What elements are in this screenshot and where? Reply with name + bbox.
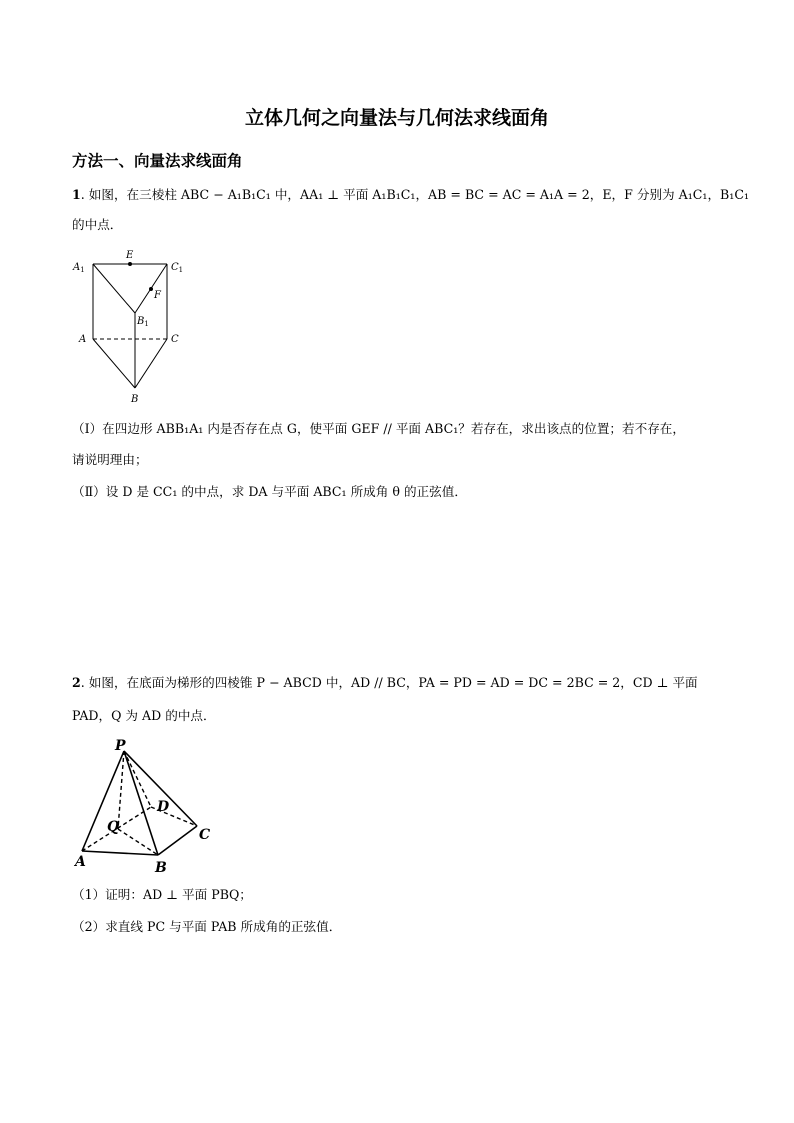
edge-ab bbox=[93, 339, 135, 388]
question-2-text: . 如图，在底面为梯形的四棱锥 P − ABCD 中，AD // BC，PA = PD = AD = DC = 2BC = 2，CD ⊥ 平面 bbox=[80, 675, 698, 690]
question-1-part-2: （Ⅱ）设 D 是 CC₁ 的中点，求 DA 与平面 ABC₁ 所成角 θ 的正弦值． bbox=[72, 484, 467, 499]
question-2-part-2: （2）求直线 PC 与平面 PAB 所成角的正弦值． bbox=[72, 919, 342, 934]
label-c: C bbox=[171, 334, 179, 345]
question-2-part-1: （1）证明：AD ⊥ 平面 PBQ； bbox=[72, 887, 252, 902]
label-q: Q bbox=[107, 819, 120, 835]
label-a: A bbox=[79, 334, 87, 345]
question-2-statement-cont: PAD，Q 为 AD 的中点． bbox=[72, 708, 216, 723]
label-p: P bbox=[115, 738, 126, 754]
label-d: D bbox=[157, 799, 170, 815]
question-number: 2 bbox=[72, 675, 81, 690]
question-1-part-1: （Ⅰ）在四边形 ABB₁A₁ 内是否存在点 G，使平面 GEF // 平面 ABC₁？若存在，求出该点的位置；若不存在， bbox=[72, 421, 685, 436]
label-b1: $B_1$ bbox=[137, 316, 149, 328]
edge-ab bbox=[82, 851, 158, 855]
section-heading: 方法一、向量法求线面角 bbox=[72, 152, 243, 170]
edge-cb bbox=[135, 339, 167, 388]
point-e bbox=[128, 262, 132, 266]
edge-pa bbox=[82, 751, 124, 851]
question-1-statement bbox=[72, 185, 749, 205]
edge-qb-hidden bbox=[118, 829, 158, 855]
label-e: E bbox=[126, 250, 134, 261]
pyramid-figure bbox=[72, 736, 222, 876]
edge-pd-hidden bbox=[124, 751, 151, 807]
edge-bc bbox=[158, 826, 197, 855]
point-f bbox=[149, 287, 153, 291]
prism-figure bbox=[72, 244, 197, 406]
question-1-text: . 如图，在三棱柱 ABC − A₁B₁C₁ 中，AA₁ ⊥ 平面 A₁B₁C₁，AB = BC = AC = A₁A = 2，E，F 分别为 A₁C₁，B₁C₁ bbox=[80, 187, 750, 202]
label-b: B bbox=[155, 860, 167, 876]
label-f: F bbox=[154, 290, 161, 301]
edge-pb bbox=[124, 751, 158, 855]
question-1-part-1-cont: 请说明理由； bbox=[72, 452, 148, 467]
question-number: 1 bbox=[72, 187, 81, 202]
edge-a1b1 bbox=[93, 264, 135, 313]
question-1-statement-cont: 的中点． bbox=[72, 217, 123, 232]
label-a1: $A_1$ bbox=[73, 262, 85, 274]
question-2-statement bbox=[72, 673, 698, 693]
label-c: C bbox=[199, 827, 211, 843]
label-a: A bbox=[75, 854, 86, 870]
label-b: B bbox=[131, 394, 139, 405]
label-c1: $C_1$ bbox=[171, 262, 184, 274]
page-title: 立体几何之向量法与几何法求线面角 bbox=[244, 107, 549, 129]
